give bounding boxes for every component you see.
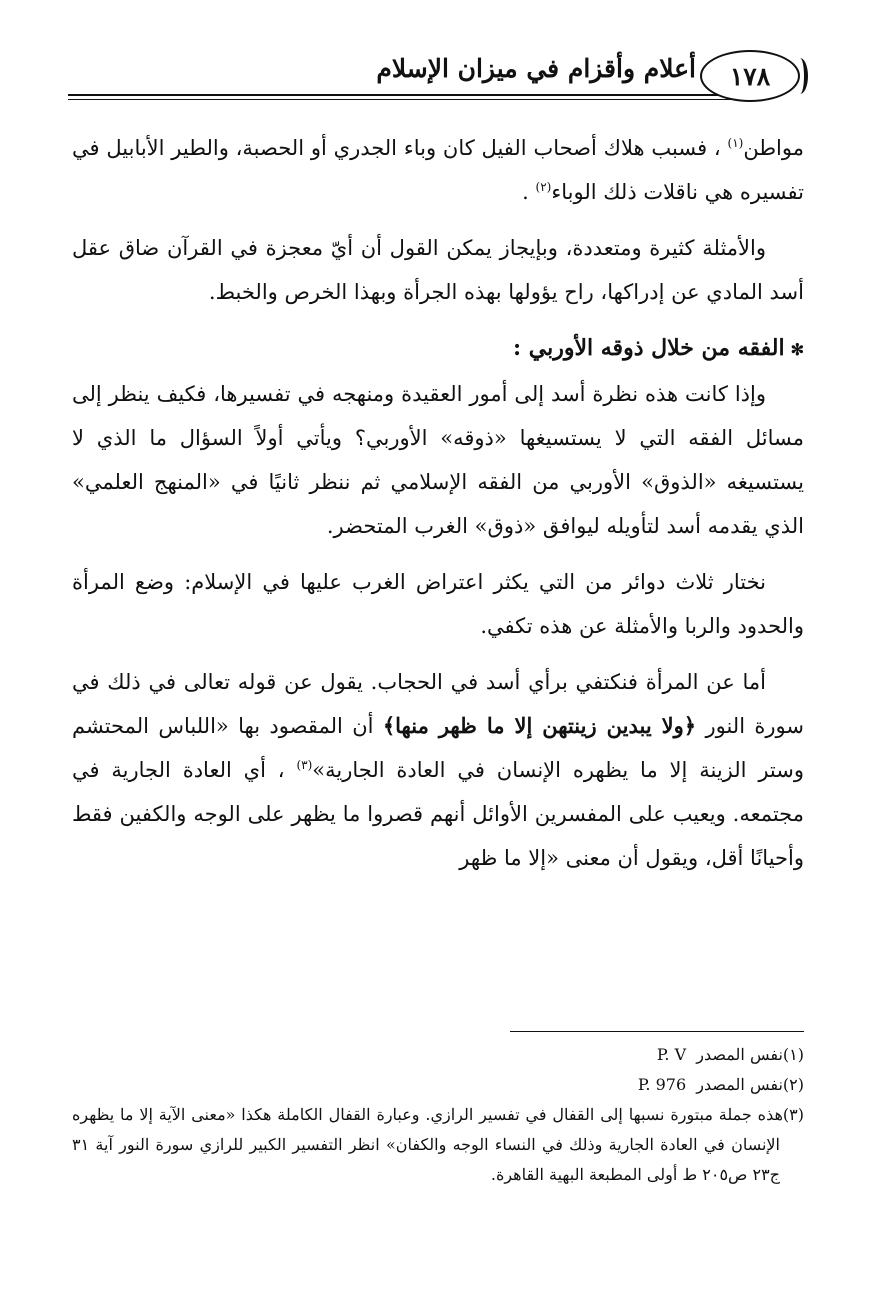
running-title: أعلام وأقزام في ميزان الإسلام — [376, 54, 696, 83]
paragraph-2: والأمثلة كثيرة ومتعددة، وبإيجاز يمكن القول أن أيّ معجزة في القرآن ضاق عقل أسد المادي عن إدراكها، راح يؤولها بهذه الجرأة وبهذا الخرص والخبط. — [72, 236, 804, 304]
header-rule-thin — [68, 99, 748, 100]
footnote-3-number: (٣) — [782, 1105, 804, 1124]
footnote-ref-3: (٣) — [296, 758, 313, 772]
footnote-1 — [72, 1040, 804, 1070]
paragraph-4: نختار ثلاث دوائر من التي يكثر اعتراض الغرب عليها في الإسلام: وضع المرأة والحدود والربا والأمثلة عن هذه تكفي. — [72, 570, 804, 638]
section-heading — [72, 326, 804, 372]
footnote-ref-2: (٢) — [535, 180, 552, 194]
paragraph-5-text-c: ، أي العادة الجارية في مجتمعه. ويعيب على المفسرين الأوائل أنهم قصروا ما يظهر على الوجه والكفين فقط وأحيانًا أقل، ويقول أن معنى «إلا ما ظهر — [72, 758, 804, 870]
paragraph-5-text-a: أما عن المرأة فنكتفي برأي أسد في الحجاب. يقول عن قوله تعالى في ذلك في سورة النور — [72, 670, 805, 738]
paragraph-1-text-b: ، فسبب هلاك أصحاب الفيل كان وباء الجدري أو الحصبة، والطير الأبابيل في تفسيره هي ناقلات ذلك الوباء — [72, 136, 804, 204]
paragraph-1-text-c: . — [522, 180, 536, 204]
page-header — [68, 50, 818, 108]
footnote-1-latin: P. V — [656, 1045, 687, 1064]
paragraph-5-text-b: أن المقصود بها «اللباس المحتشم وستر الزينة إلا ما يظهره الإنسان في العادة الجارية» — [72, 714, 804, 782]
section-heading-text: الفقه من خلال ذوقه الأوربي : — [512, 335, 785, 361]
paragraph-1-text-a: مواطن — [743, 136, 804, 160]
paragraph-1 — [72, 126, 804, 214]
footnote-ref-1: (١) — [727, 136, 744, 150]
footnote-2-number: (٢) — [782, 1075, 804, 1094]
footnote-2 — [72, 1070, 804, 1100]
paragraph-5 — [72, 660, 804, 880]
header-rule — [68, 94, 748, 96]
paragraph-3: وإذا كانت هذه نظرة أسد إلى أمور العقيدة ومنهجه في تفسيرها، فكيف ينظر إلى مسائل الفقه التي لا يستسيغها «ذوقه» الأوربي؟ ويأتي أولاً السؤال ما الذي لا يستسيغه «الذوق» الأوربي من الفقه الإسلامي ثم ننظر ثانيًا في «المنهج العلمي» الذي يقدمه أسد لتأويله ليوافق «ذوق» الغرب المتحضر. — [72, 382, 804, 538]
footnote-separator — [510, 1031, 804, 1032]
footnote-2-text: نفس المصدر — [696, 1075, 783, 1094]
footnote-2-latin: P. 976 — [637, 1075, 687, 1094]
star-icon: ✻ — [790, 340, 804, 359]
main-text — [72, 126, 804, 880]
quran-verse: ﴿ولا يبدين زينتهن إلا ما ظهر منها﴾ — [382, 713, 697, 738]
footnote-1-text: نفس المصدر — [696, 1045, 783, 1064]
footnotes — [72, 1040, 804, 1190]
footnote-3 — [72, 1100, 804, 1190]
footnote-1-number: (١) — [782, 1045, 804, 1064]
page-number: ١٧٨ — [700, 50, 800, 102]
footnote-3-text: هذه جملة مبتورة نسبها إلى القفال في تفسير الرازي. وعبارة القفال الكاملة هكذا «معنى الآية إلا ما يظهره الإنسان في العادة الجارية وذلك في النساء الوجه والكفان» انظر التفسير الكبير للرازي سورة النور آية ٣١ ج٢٣ ص٢٠٥ ط أولى المطبعة البهية القاهرة. — [72, 1105, 783, 1184]
